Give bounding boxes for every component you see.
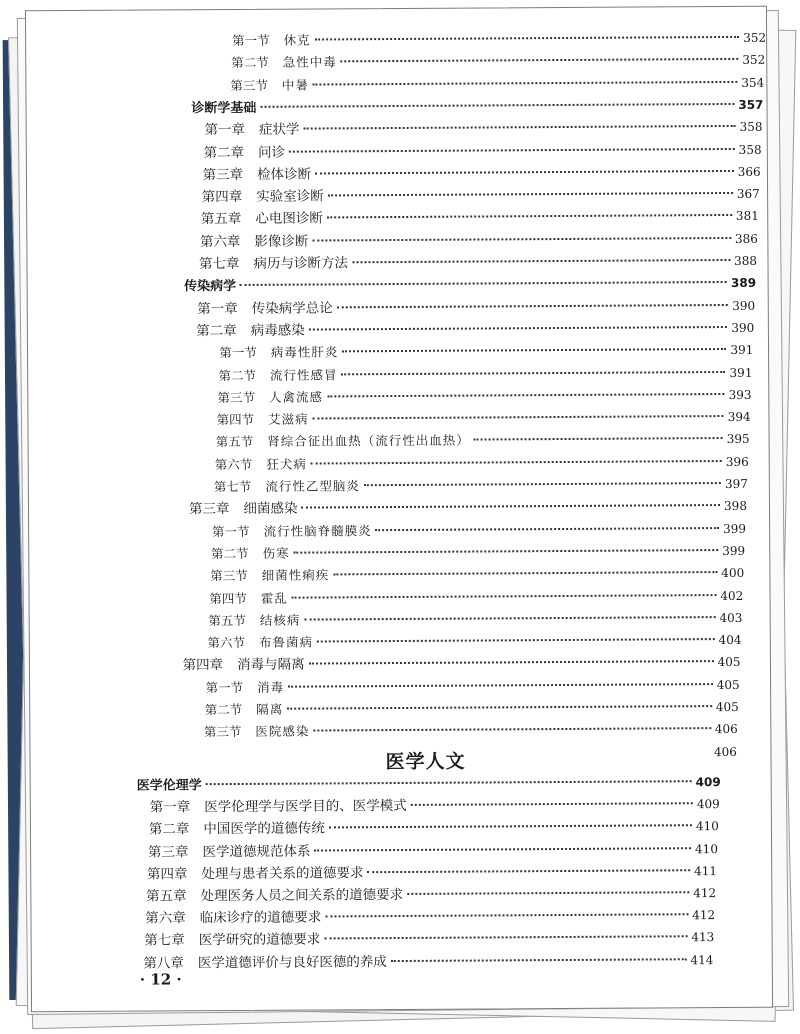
- toc-entry: [182, 653, 740, 674]
- toc-entry-title: 狂犬病: [266, 456, 307, 472]
- toc-entry-number: 第三节: [210, 568, 248, 584]
- toc-entry-number: 第六章: [199, 233, 241, 250]
- dot-leader: [301, 504, 720, 509]
- toc-entry-number: 第三节: [230, 77, 268, 93]
- toc-entry-number: 第一章: [197, 300, 238, 317]
- toc-entry-number: 第六节: [214, 456, 253, 472]
- toc-entry-title: 布鲁菌病: [258, 634, 314, 650]
- toc-entry: [200, 229, 758, 250]
- toc-entry: [232, 29, 766, 50]
- toc-entry-title: 医学伦理学: [136, 778, 202, 794]
- toc-entry-title: 诊断学基础: [191, 100, 257, 117]
- toc-entry-number: 第三节: [203, 724, 242, 740]
- toc-entry-page: 390: [732, 298, 756, 313]
- toc-entry: [217, 386, 751, 407]
- toc-entry-number: 第四章: [182, 657, 224, 674]
- toc-entry-title: 伤寒: [262, 545, 290, 561]
- dot-leader: [327, 214, 732, 218]
- toc-entry-page: 410: [695, 819, 719, 834]
- toc-entry-number: 第四节: [216, 411, 255, 428]
- toc-entry-number: 第二章: [148, 821, 190, 838]
- toc-entry-title: 医学伦理学与医学目的、医学模式: [204, 798, 407, 816]
- toc-entry-number: 第一章: [204, 122, 246, 139]
- toc-entry-number: 第三节: [217, 389, 256, 405]
- toc-entry: [205, 743, 737, 764]
- toc-entry: [215, 453, 749, 474]
- toc-entry: [146, 884, 716, 905]
- toc-entry-number: 第四节: [209, 590, 247, 606]
- toc-entry-number: 第三章: [188, 501, 230, 518]
- toc-entry-page: 405: [716, 677, 740, 692]
- toc-entry: [144, 928, 714, 949]
- toc-entry-title: 流行性感冒: [269, 366, 338, 383]
- toc-entry-page: 391: [729, 365, 753, 380]
- toc-entry-page: 367: [736, 186, 760, 202]
- dot-leader: [288, 683, 713, 688]
- toc-entry-title: 消毒与隔离: [236, 656, 305, 674]
- toc-entry: [210, 564, 744, 585]
- toc-entry: [143, 951, 713, 972]
- dot-leader: [315, 170, 734, 175]
- toc-entry-number: 第三章: [147, 843, 189, 861]
- toc-entry-page: 409: [696, 797, 720, 812]
- toc-entry-title: 休克: [283, 32, 311, 48]
- toc-entry-number: 第一节: [205, 679, 244, 695]
- toc-entry: [202, 185, 760, 206]
- dot-leader: [376, 527, 720, 531]
- toc-entry-title: 影像诊断: [254, 233, 309, 250]
- toc-entry-number: 第一章: [149, 799, 191, 816]
- dot-leader: [313, 415, 724, 420]
- dot-leader: [314, 847, 691, 851]
- toc-entry-page: 397: [724, 476, 748, 492]
- toc-entry: [149, 817, 719, 838]
- toc-entry-title: 流行性乙型脑炎: [265, 478, 360, 494]
- toc-entry-title: 处理医务人员之间关系的道德要求: [200, 886, 404, 905]
- toc-entry-page: 405: [717, 655, 741, 670]
- toc-entry-page: 393: [728, 387, 752, 402]
- dot-leader: [328, 192, 733, 196]
- toc-entry: [204, 720, 738, 741]
- dot-leader: [411, 802, 693, 806]
- toc-entry-title: 临床诊疗的道德要求: [199, 909, 322, 927]
- toc-entry-page: 352: [743, 30, 767, 45]
- toc-entry-title: 医学道德评价与良好医德的养成: [197, 953, 387, 971]
- toc-entry-page: 396: [725, 454, 749, 469]
- toc-entry-page: 406: [714, 722, 738, 737]
- toc-entry-title: 消毒: [257, 679, 285, 695]
- toc-entry-number: 第四章: [201, 189, 243, 206]
- dot-leader: [317, 638, 715, 642]
- toc-entry-number: 第五章: [146, 888, 187, 905]
- dot-leader: [294, 549, 719, 554]
- toc-entry-title: 症状学: [258, 121, 300, 139]
- toc-entry-title: 问诊: [258, 144, 286, 161]
- toc-entry-title: 医院感染: [255, 723, 310, 740]
- toc-entry-title: 细菌性痢疾: [261, 567, 330, 584]
- toc-entry: [197, 296, 755, 317]
- toc-entry-number: 第三章: [202, 166, 244, 183]
- toc-entry-title: 人禽流感: [268, 389, 324, 405]
- toc-entry-number: 第五节: [208, 612, 246, 628]
- dot-leader: [337, 304, 729, 308]
- dot-leader: [292, 594, 717, 599]
- toc-entry: [189, 497, 747, 518]
- toc-entry-title: 流行性脑脊髓膜炎: [263, 522, 372, 539]
- dot-leader: [260, 103, 734, 108]
- toc-entry-page: 394: [727, 409, 751, 425]
- toc-entry-title: 传染病学总论: [251, 299, 333, 317]
- toc-entry-page: 366: [737, 164, 761, 179]
- dot-leader: [407, 891, 689, 895]
- toc-entry-page: 412: [693, 886, 717, 901]
- page-number-footer: · 12 ·: [139, 970, 182, 989]
- dot-leader: [368, 869, 691, 873]
- toc-entry-page: 405: [715, 699, 739, 715]
- dot-leader: [315, 36, 740, 41]
- toc-entry-page: 391: [730, 343, 754, 358]
- dot-leader: [325, 913, 688, 917]
- toc-entry-page: 399: [723, 521, 747, 536]
- toc-entry-number: 第五章: [200, 211, 242, 228]
- toc-entry-number: 第七节: [213, 478, 252, 495]
- toc-entry-page: 400: [721, 566, 745, 581]
- toc-entry-number: 第六章: [145, 910, 186, 927]
- dot-leader: [209, 752, 710, 755]
- dot-leader: [333, 571, 717, 575]
- toc-entry: [191, 96, 763, 118]
- toc-entry-page: 389: [730, 276, 757, 291]
- toc-entry-title: 肾综合征出血热（流行性出血热）: [267, 432, 470, 450]
- toc-entry-page: 414: [690, 952, 714, 967]
- dot-leader: [341, 58, 739, 62]
- toc-entry-number: 第二节: [204, 701, 243, 718]
- toc-entry-title: 病毒感染: [250, 322, 305, 339]
- toc-entry: [209, 586, 743, 607]
- dot-leader: [327, 393, 725, 397]
- toc-entry: [137, 773, 721, 796]
- toc-entry-number: 第二节: [211, 545, 249, 562]
- dot-leader: [341, 371, 725, 375]
- toc-entry: [207, 631, 741, 652]
- toc-entry: [212, 519, 746, 540]
- toc-page: [25, 6, 773, 1013]
- toc-entry-number: 第一节: [211, 523, 250, 539]
- toc-entry-page: 411: [694, 863, 718, 879]
- dot-leader: [391, 958, 687, 962]
- dot-leader: [364, 482, 721, 486]
- toc-entry-number: 第一节: [232, 32, 270, 49]
- toc-entry: [208, 609, 742, 630]
- dot-leader: [352, 259, 730, 263]
- toc-entry-page: 386: [734, 231, 758, 246]
- dot-leader: [313, 81, 738, 86]
- toc-entry-title: 病毒性肝炎: [270, 344, 339, 360]
- toc-entry-page: 399: [722, 543, 746, 558]
- toc-entry: [231, 51, 765, 72]
- toc-entry-title: 实验室诊断: [256, 188, 324, 205]
- dot-leader: [303, 125, 735, 130]
- toc-entry-title: 霍乱: [260, 590, 288, 606]
- toc-entry: [148, 840, 718, 861]
- dot-leader: [312, 237, 731, 242]
- toc-entry: [150, 795, 720, 816]
- toc-entry-page: 403: [719, 610, 743, 625]
- toc-entry-page: 402: [720, 588, 744, 603]
- toc-entry: [204, 140, 762, 161]
- toc-entry: [199, 252, 757, 273]
- toc-entry-title: 医学研究的道德要求: [198, 931, 321, 949]
- toc-entry-page: 398: [723, 499, 747, 514]
- toc-entry: [230, 73, 764, 94]
- toc-entry: [219, 341, 753, 362]
- toc-entry-title: 急性中毒: [282, 54, 337, 70]
- toc-entry-number: 第二章: [203, 144, 245, 161]
- toc-entry: [201, 207, 759, 228]
- toc-entry-page: 354: [741, 75, 765, 90]
- toc-entry: [205, 698, 739, 719]
- toc-entry-page: 358: [739, 119, 763, 135]
- toc-entry-page: 352: [742, 53, 766, 68]
- toc-entry: [218, 363, 752, 384]
- dot-leader: [313, 727, 711, 731]
- toc-entry: [184, 274, 756, 296]
- toc-entry-number: 第五节: [215, 434, 254, 450]
- toc-entry-title: 医学道德规范体系: [202, 843, 311, 860]
- dot-leader: [324, 936, 687, 940]
- dot-leader: [304, 616, 715, 621]
- toc-entry-title: 病历与诊断方法: [253, 255, 349, 272]
- toc-entry-title: 中暑: [281, 77, 309, 93]
- section-title: 医学人文: [385, 750, 466, 774]
- toc-entry-title: 隔离: [256, 701, 284, 717]
- toc-entry: [216, 430, 750, 451]
- toc-entry-title: 心电图诊断: [255, 210, 323, 228]
- dot-leader: [309, 660, 714, 664]
- toc-entry: [217, 408, 751, 429]
- dot-leader: [206, 780, 692, 785]
- toc-entry-number: 第二章: [196, 322, 237, 340]
- toc-entry-page: 358: [738, 142, 762, 157]
- toc-entry: [147, 862, 717, 883]
- toc-entry-page: 357: [738, 97, 764, 112]
- dot-leader: [311, 460, 722, 465]
- toc-entry-title: 细菌感染: [243, 500, 298, 518]
- toc-entry: [204, 118, 762, 139]
- dot-leader: [342, 348, 726, 352]
- toc-entry-number: 第七章: [198, 255, 240, 273]
- toc-entry: [203, 163, 761, 184]
- toc-entry-title: 检体诊断: [257, 166, 312, 183]
- dot-leader: [289, 147, 735, 152]
- toc-entry: [206, 676, 740, 697]
- toc-entry-title: 处理与患者关系的道德要求: [201, 865, 364, 883]
- toc-entry: [196, 319, 754, 340]
- dot-leader: [329, 825, 692, 829]
- dot-leader: [309, 326, 728, 331]
- toc-entry-page: 412: [692, 908, 716, 923]
- toc-entry-number: 第八章: [143, 954, 184, 972]
- toc-entry: [145, 906, 715, 927]
- dot-leader: [287, 705, 712, 710]
- dot-leader: [474, 437, 723, 441]
- toc-entry-title: 艾滋病: [268, 411, 309, 427]
- toc-entry-title: 结核病: [259, 612, 301, 628]
- dot-leader: [240, 281, 727, 286]
- toc-entry-page: 410: [694, 841, 718, 856]
- toc-entry-number: 第二节: [218, 367, 256, 383]
- toc-entry-title: 中国医学的道德传统: [203, 820, 325, 838]
- toc-entry: [211, 542, 745, 563]
- toc-entry-number: 第二节: [231, 55, 269, 71]
- toc-entry-title: 传染病学: [184, 279, 237, 295]
- toc-entry: [214, 475, 748, 496]
- toc-entry-number: 第七章: [144, 932, 185, 949]
- toc-entry-number: 第一节: [219, 345, 257, 361]
- toc-entry-page: 409: [695, 775, 721, 790]
- toc-entry-number: 第四章: [146, 866, 188, 883]
- toc-entry-page: 404: [718, 633, 742, 648]
- toc-entry-number: 第六节: [207, 635, 246, 651]
- toc-entry-page: 413: [691, 930, 715, 945]
- toc-entry-page: 390: [731, 320, 755, 335]
- toc-entry-page: 395: [726, 432, 750, 447]
- toc-entry-page: 406: [713, 744, 737, 759]
- toc-entry-page: 388: [734, 253, 758, 268]
- toc-entry-page: 381: [735, 209, 759, 224]
